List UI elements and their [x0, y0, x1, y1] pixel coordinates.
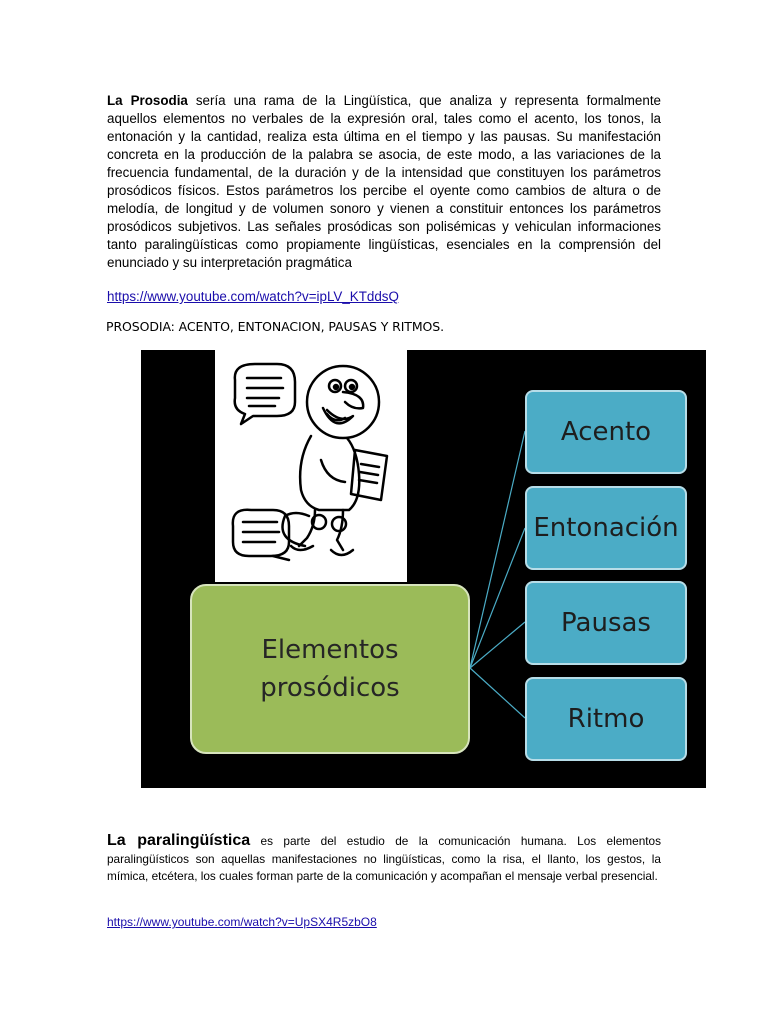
prosodia-text: sería una rama de la Lingüística, que analiza y representa formalmente aquellos elementos no verbales de la expresión oral, tales como el acento, los tonos, la entonación y la cantidad, realiza esta última en el tiempo y las pausas. Su manifestación concreta en la producción de la palabra se asocia, de este modo, a las variaciones de la frecuencia fundamental, de la duración y de la intensidad que constituyen los parámetros prosódicos físicos. Estos parámetros los percibe el oyente como cambios de altura o de melodía, de longitud y de volumen sonoro y vienen a constituir entonces los parámetros prosódicos subjetivos. Las señales prosódicas son polisémicas y vehiculan informaciones tanto paralingüísticas como propiamente lingüísticas, esenciales en la comprensión del enunciado y su interpretación pragmática — [107, 93, 661, 270]
item-node-acento: Acento — [525, 390, 687, 474]
main-node-line-1: Elementos — [261, 635, 399, 665]
item-node-entonacion: Entonación — [525, 486, 687, 570]
prosodia-video-link[interactable]: https://www.youtube.com/watch?v=ipLV_KTddsQ — [107, 289, 399, 304]
item-node-pausas: Pausas — [525, 581, 687, 665]
main-node-elementos-prosodicos — [190, 584, 470, 754]
paralinguistica-term: La paralingüística — [107, 832, 251, 849]
main-node-line-2: prosódicos — [260, 673, 400, 703]
item-node-ritmo: Ritmo — [525, 677, 687, 761]
paralinguistica-paragraph — [107, 832, 661, 886]
paralinguistica-text: es parte del estudio de la comunicación humana. Los elementos paralingüísticos son aquellas manifestaciones no lingüísticas, como la risa, el llanto, los gestos, la mímica, etcétera, los cuales forman parte de la comunicación y acompañan el mensaje verbal presencial. — [107, 834, 661, 883]
prosody-diagram — [141, 350, 706, 788]
prosodia-term: La Prosodia — [107, 93, 188, 108]
section-heading: PROSODIA: ACENTO, ENTONACION, PAUSAS Y RITMOS. — [106, 319, 444, 334]
paralinguistica-video-link[interactable]: https://www.youtube.com/watch?v=UpSX4R5zbO8 — [107, 915, 377, 929]
prosodia-paragraph — [107, 92, 661, 272]
